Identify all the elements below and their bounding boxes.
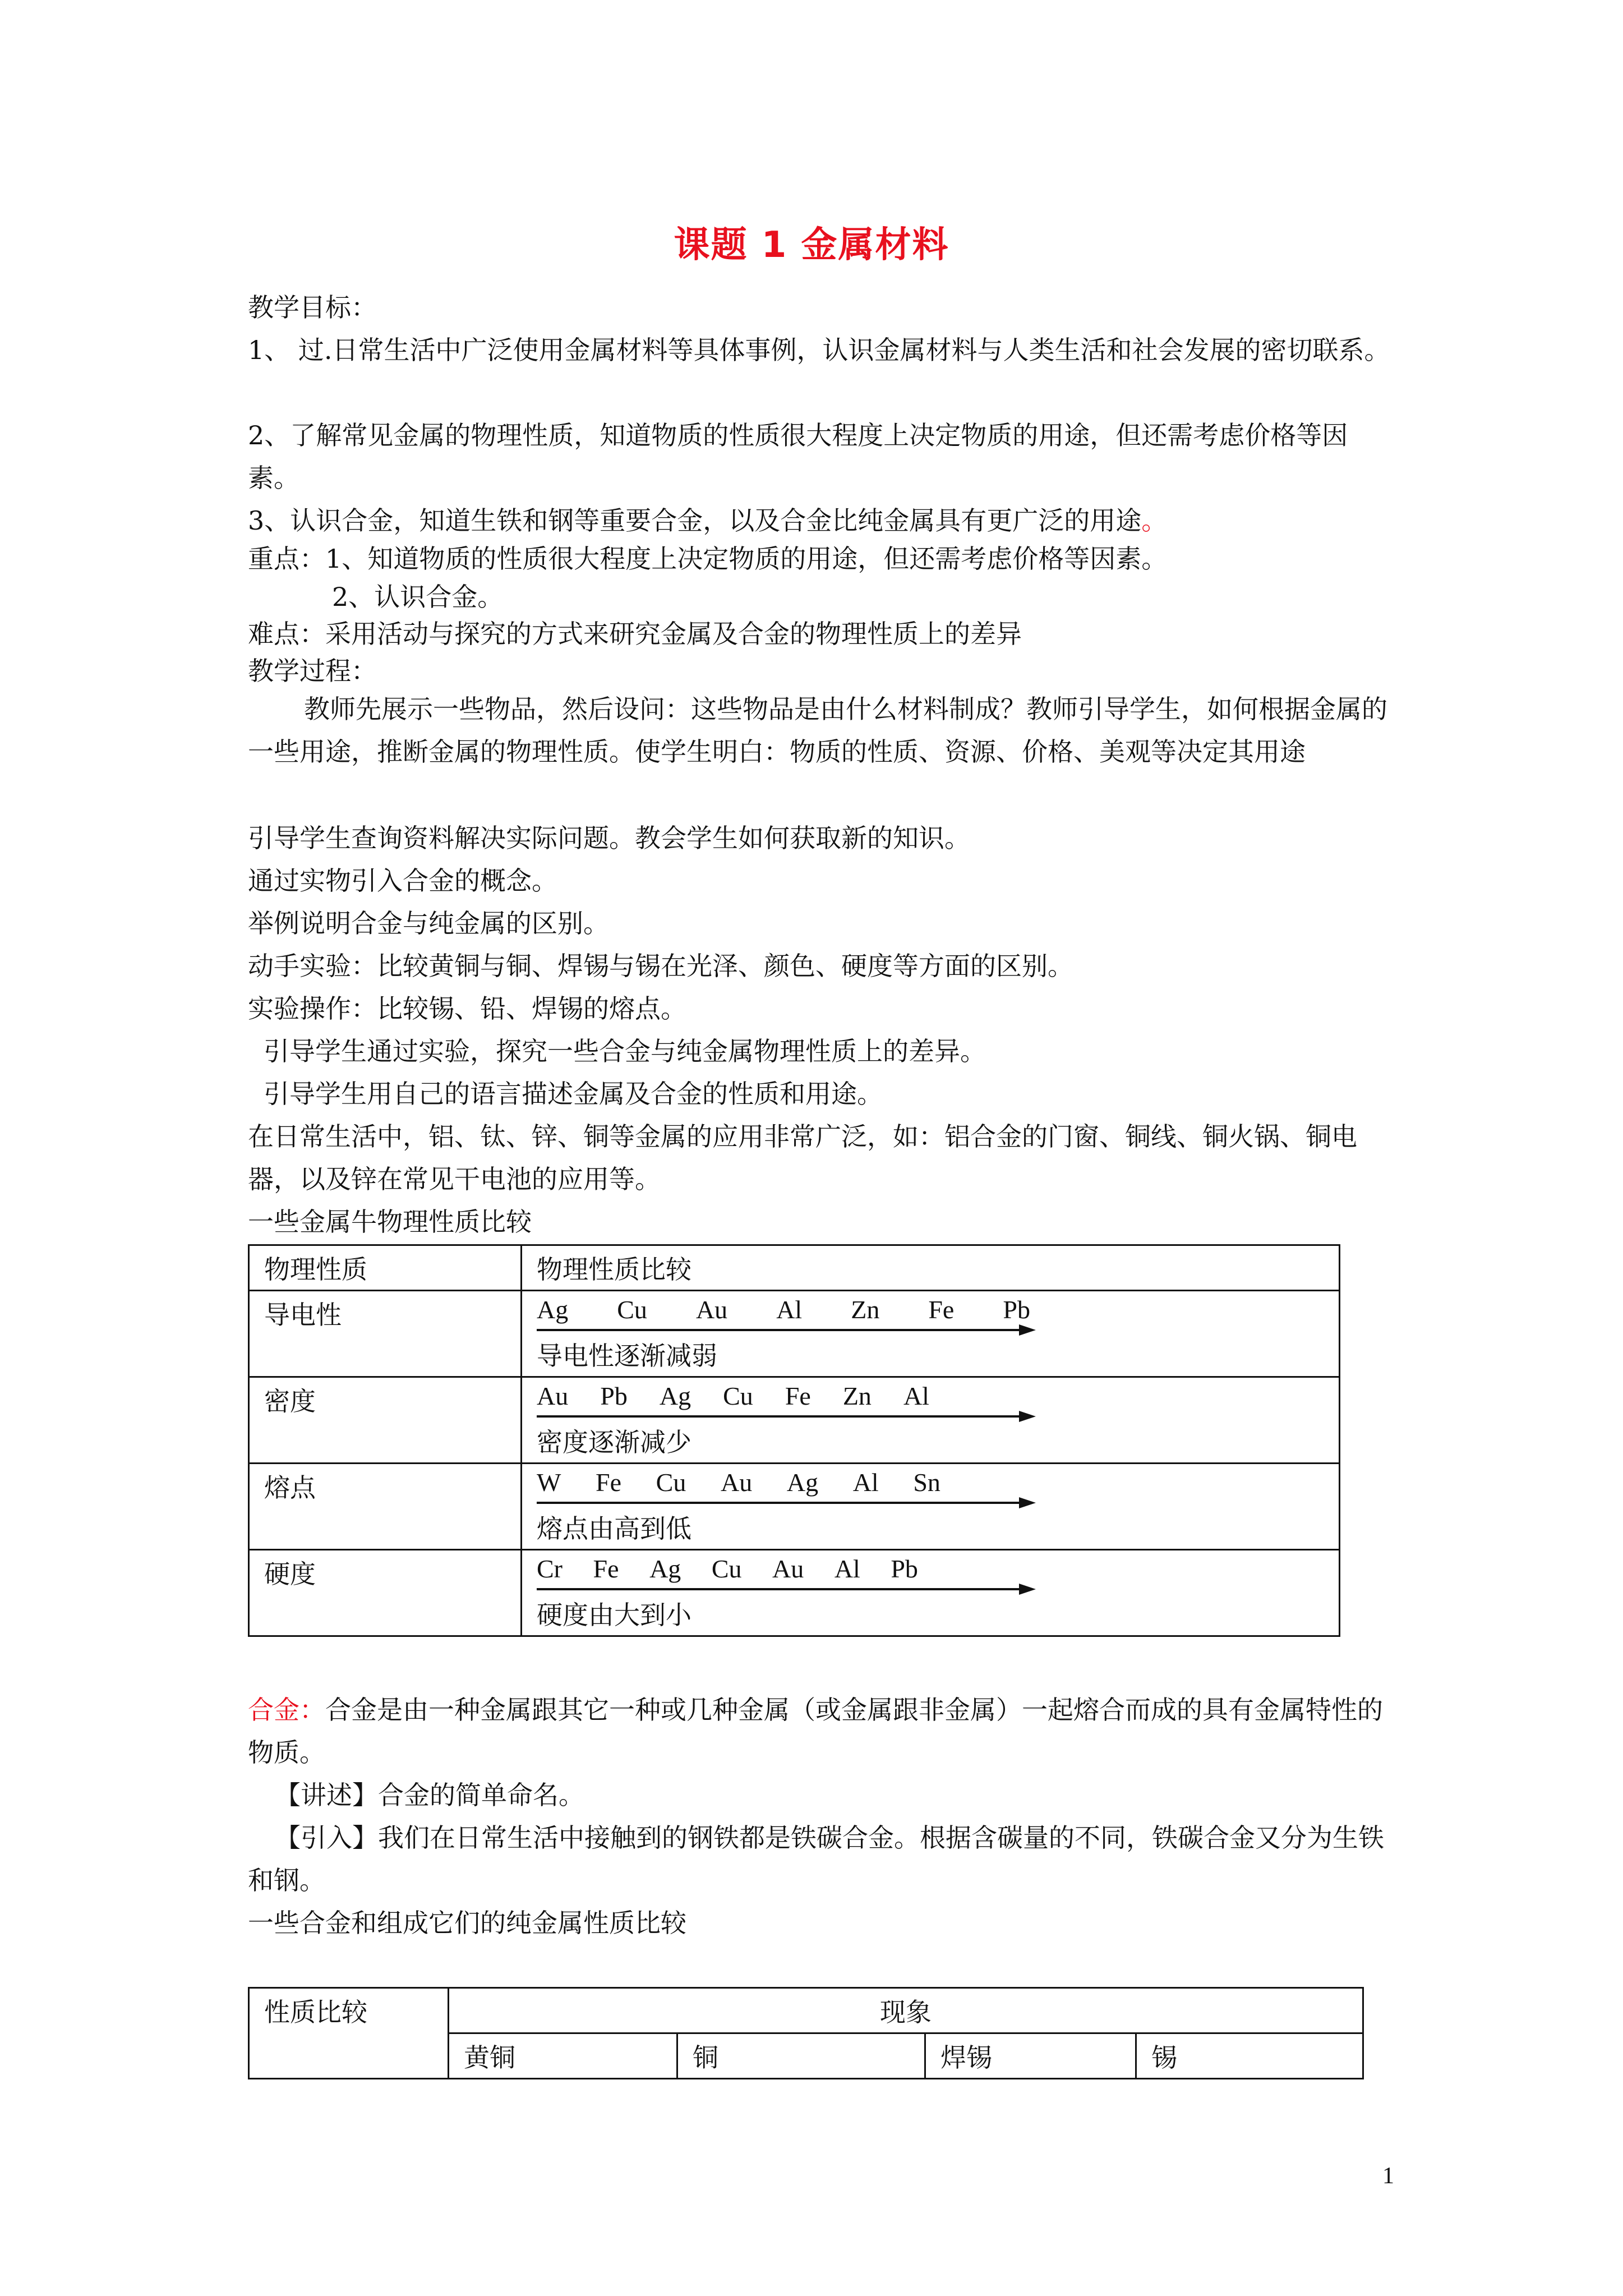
trend-arrow-icon	[537, 1411, 1041, 1422]
element-symbol: Au	[537, 1382, 569, 1410]
column-header-cell: 黄铜	[449, 2033, 677, 2079]
table-header-row	[249, 1245, 1340, 1291]
process-paragraph-4: 举例说明合金与纯金属的区别。	[248, 908, 609, 938]
element-symbol: Au	[695, 1295, 728, 1324]
table-row	[249, 1291, 1340, 1377]
property-comparison	[522, 1377, 1340, 1464]
table-row	[249, 1464, 1340, 1550]
element-symbol: Au	[772, 1554, 804, 1583]
element-sequence	[537, 1554, 918, 1584]
element-symbol: Fe	[785, 1382, 811, 1410]
element-symbol: Au	[720, 1468, 753, 1497]
goal-3-mark: 。	[1141, 505, 1168, 536]
element-sequence	[537, 1295, 1030, 1324]
element-symbol: Pb	[600, 1382, 628, 1410]
column-header-cell: 锡	[1136, 2033, 1363, 2079]
row-header-cell: 性质比较	[249, 1988, 449, 2079]
trend-arrow-icon	[537, 1497, 1041, 1508]
alloy-definition	[248, 1688, 1392, 1774]
trend-arrow-icon	[537, 1324, 1041, 1336]
element-symbol: Al	[903, 1382, 929, 1410]
property-comparison	[522, 1291, 1340, 1377]
element-symbol: Pb	[1003, 1295, 1030, 1324]
column-header-cell: 焊锡	[925, 2033, 1136, 2079]
process-heading: 教学过程：	[248, 656, 377, 686]
element-symbol: Al	[852, 1468, 879, 1497]
table2-caption: 一些合金和组成它们的纯金属性质比较	[248, 1908, 686, 1938]
trend-label: 导电性逐渐减弱	[537, 1341, 717, 1371]
element-symbol: Cu	[711, 1554, 742, 1583]
element-symbol: Al	[776, 1295, 803, 1324]
key-point-1: 重点：1、知道物质的性质很大程度上决定物质的用途，但还需考虑价格等因素。	[248, 544, 1168, 574]
alloy-comparison-table	[248, 1987, 1364, 2079]
process-paragraph-6: 实验操作：比较锡、铅、焊锡的熔点。	[248, 993, 686, 1024]
element-symbol: Cu	[617, 1295, 647, 1324]
intro-note: 【引入】我们在日常生活中接触到的钢铁都是铁碳合金。根据含碳量的不同，铁碳合金又分为生铁和钢。	[248, 1823, 1384, 1895]
element-symbol: Cu	[656, 1468, 686, 1497]
element-symbol: Ag	[649, 1554, 681, 1583]
process-paragraph-7: 引导学生通过实验，探究一些合金与纯金属物理性质上的差异。	[264, 1036, 986, 1066]
element-sequence	[537, 1467, 940, 1497]
process-paragraph-2: 引导学生查询资料解决实际问题。教会学生如何获取新的知识。	[248, 823, 970, 853]
difficulty: 难点：采用活动与探究的方式来研究金属及合金的物理性质上的差异	[248, 619, 1022, 649]
property-comparison	[522, 1464, 1340, 1550]
property-comparison	[522, 1550, 1340, 1636]
goal-3	[248, 499, 1392, 542]
page-title: 课题 1 金属材料	[674, 224, 949, 266]
trend-arrow-icon	[537, 1584, 1041, 1595]
alloy-label: 合金：	[248, 1695, 325, 1725]
goal-1: 1、 过.日常生活中广泛使用金属材料等具体事例，认识金属材料与人类生活和社会发展的密切联系。	[248, 335, 1390, 365]
process-paragraph-9: 在日常生活中，铝、钛、锌、铜等金属的应用非常广泛，如：铝合金的门窗、铜线、铜火锅、铜电器，以及锌在常见干电池的应用等。	[248, 1121, 1357, 1194]
element-symbol: Zn	[842, 1382, 872, 1410]
element-symbol: Zn	[851, 1295, 880, 1324]
element-symbol: Fe	[596, 1468, 622, 1497]
key-point-2: 2、认识合金。	[332, 582, 504, 612]
table-header-cell: 物理性质	[249, 1245, 522, 1291]
column-header-cell: 铜	[677, 2033, 925, 2079]
property-name: 熔点	[249, 1464, 522, 1550]
table-row	[249, 1550, 1340, 1636]
element-symbol: Cr	[537, 1554, 562, 1583]
goals-heading: 教学目标：	[248, 292, 377, 323]
table-header-cell: 物理性质比较	[522, 1245, 1340, 1291]
element-symbol: Cu	[723, 1382, 753, 1410]
lecture-note: 【讲述】合金的简单命名。	[275, 1780, 584, 1810]
element-symbol: Fe	[593, 1554, 619, 1583]
table-header-row	[249, 1988, 1363, 2033]
goal-3-text: 3、认识合金，知道生铁和钢等重要合金，以及合金比纯金属具有更广泛的用途	[248, 505, 1142, 536]
trend-label: 硬度由大到小	[537, 1600, 691, 1630]
process-paragraph-5: 动手实验：比较黄铜与铜、焊锡与锡在光泽、颜色、硬度等方面的区别。	[248, 951, 1073, 981]
property-name: 密度	[249, 1377, 522, 1464]
element-symbol: Ag	[537, 1295, 569, 1324]
trend-label: 密度逐渐减少	[537, 1427, 691, 1457]
goal-2: 2、了解常见金属的物理性质，知道物质的性质很大程度上决定物质的用途，但还需考虑价格等因素。	[248, 420, 1348, 493]
table-row	[249, 1377, 1340, 1464]
element-sequence	[537, 1381, 929, 1411]
alloy-definition-text: 合金是由一种金属跟其它一种或几种金属（或金属跟非金属）一起熔合而成的具有金属特性的物质。	[248, 1695, 1383, 1768]
element-symbol: Pb	[891, 1554, 918, 1583]
element-symbol: Ag	[786, 1468, 819, 1497]
element-symbol: Sn	[913, 1468, 940, 1497]
property-name: 导电性	[249, 1291, 522, 1377]
element-symbol: Fe	[928, 1295, 955, 1324]
metal-properties-table	[248, 1244, 1340, 1637]
group-header-cell: 现象	[449, 1988, 1363, 2033]
page-number: 1	[1382, 2163, 1394, 2189]
property-name: 硬度	[249, 1550, 522, 1636]
element-symbol: W	[537, 1468, 561, 1497]
trend-label: 熔点由高到低	[537, 1513, 691, 1544]
table1-caption: 一些金属牛物理性质比较	[248, 1207, 532, 1237]
element-symbol: Al	[834, 1554, 860, 1583]
element-symbol: Ag	[659, 1382, 691, 1410]
process-paragraph-3: 通过实物引入合金的概念。	[248, 866, 557, 896]
process-paragraph-8: 引导学生用自己的语言描述金属及合金的性质和用途。	[264, 1079, 883, 1109]
process-paragraph-1: 教师先展示一些物品，然后设问：这些物品是由什么材料制成？教师引导学生，如何根据金属的一些用途，推断金属的物理性质。使学生明白：物质的性质、资源、价格、美观等决定其用途	[248, 694, 1387, 767]
